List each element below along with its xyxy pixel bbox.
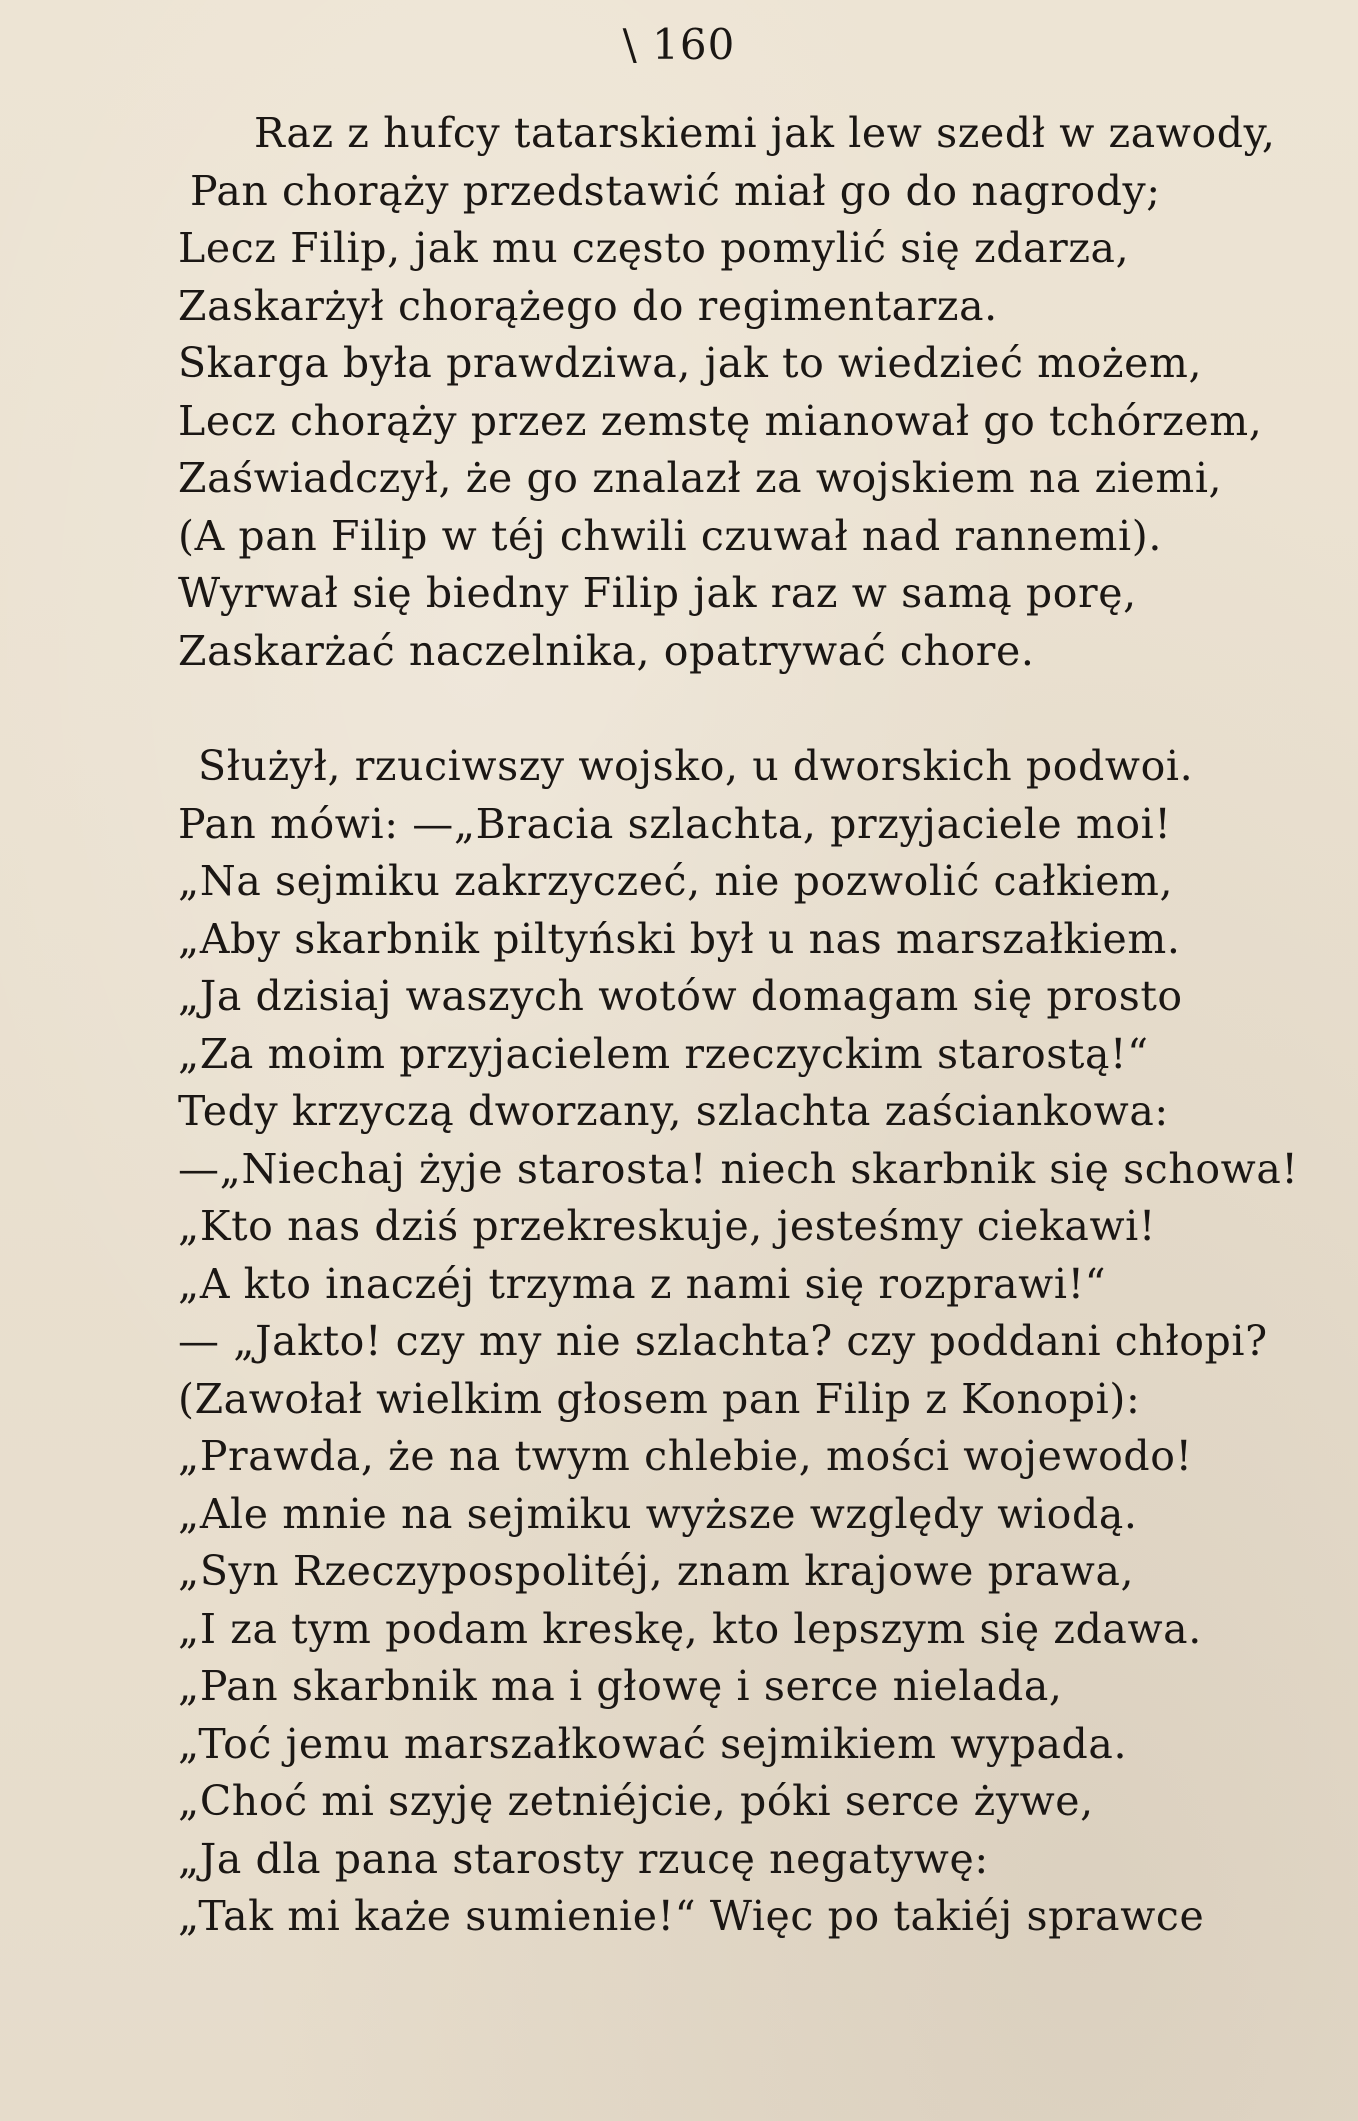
poem-line: „Ja dla pana starosty rzucę negatywę:	[178, 1834, 989, 1883]
poem-line: — „Jakto! czy my nie szlachta? czy poddani chłopi?	[178, 1317, 1268, 1365]
poem-line: „A kto inaczéj trzyma z nami się rozprawi!“	[178, 1259, 1107, 1308]
poem-line: Zaskarżać naczelnika, opatrywać chore.	[178, 626, 1035, 675]
poem-line: Raz z hufcy tatarskiemi jak lew szedł w zawody,	[254, 109, 1276, 157]
poem-line: Skarga była prawdziwa, jak to wiedzieć możem,	[178, 339, 1203, 387]
poem-line: „Ja dzisiaj waszych wotów domagam się prosto	[178, 972, 1183, 1020]
poem-line: Pan mówi: —„Bracia szlachta, przyjaciele moi!	[178, 799, 1172, 848]
poem-line: Pan chorąży przedstawić miał go do nagrody;	[190, 166, 1161, 215]
poem-line: Zaświadczył, że go znalazł za wojskiem na ziemi,	[178, 454, 1223, 502]
poem-text	[178, 105, 1338, 1946]
poem-line: Wyrwał się biedny Filip jak raz w samą porę,	[178, 569, 1137, 617]
poem-line: —„Niechaj żyje starosta! niech skarbnik się schowa!	[178, 1144, 1299, 1193]
poem-line: Lecz chorąży przez zemstę mianował go tchórzem,	[178, 396, 1263, 445]
poem-line: „Na sejmiku zakrzyczeć, nie pozwolić całkiem,	[178, 857, 1174, 905]
poem-line: „Pan skarbnik ma i głowę i serce nielada,	[178, 1662, 1063, 1710]
poem-line: Tedy krzyczą dworzany, szlachta zaściankowa:	[178, 1087, 1169, 1135]
page-number: \ 160	[622, 20, 736, 69]
poem-line: „Aby skarbnik piltyński był u nas marszałkiem.	[178, 914, 1181, 963]
poem-line: „Syn Rzeczypospolitéj, znam krajowe prawa,	[178, 1547, 1135, 1595]
poem-line: (A pan Filip w téj chwili czuwał nad rannemi).	[178, 511, 1162, 560]
poem-line: Służył, rzuciwszy wojsko, u dworskich podwoi.	[198, 742, 1194, 790]
poem-line: „Ale mnie na sejmiku wyższe względy wiodą.	[178, 1489, 1138, 1538]
poem-line: (Zawołał wielkim głosem pan Filip z Konopi):	[178, 1374, 1141, 1423]
poem-line: „Choć mi szyję zetniéjcie, póki serce żywe,	[178, 1777, 1094, 1825]
poem-line: „Toć jemu marszałkować sejmikiem wypada.	[178, 1719, 1128, 1768]
poem-line: „I za tym podam kreskę, kto lepszym się zdawa.	[178, 1604, 1202, 1653]
poem-line: Lecz Filip, jak mu często pomylić się zdarza,	[178, 224, 1130, 272]
poem-line: „Za moim przyjacielem rzeczyckim starostą!“	[178, 1029, 1149, 1078]
poem-line: „Tak mi każe sumienie!“ Więc po takiéj sprawce	[178, 1892, 1205, 1940]
poem-line: „Kto nas dziś przekreskuje, jesteśmy ciekawi!	[178, 1202, 1156, 1250]
poem-line: Zaskarżył chorążego do regimentarza.	[178, 281, 998, 330]
poem-line: „Prawda, że na twym chlebie, mości wojewodo!	[178, 1432, 1193, 1480]
